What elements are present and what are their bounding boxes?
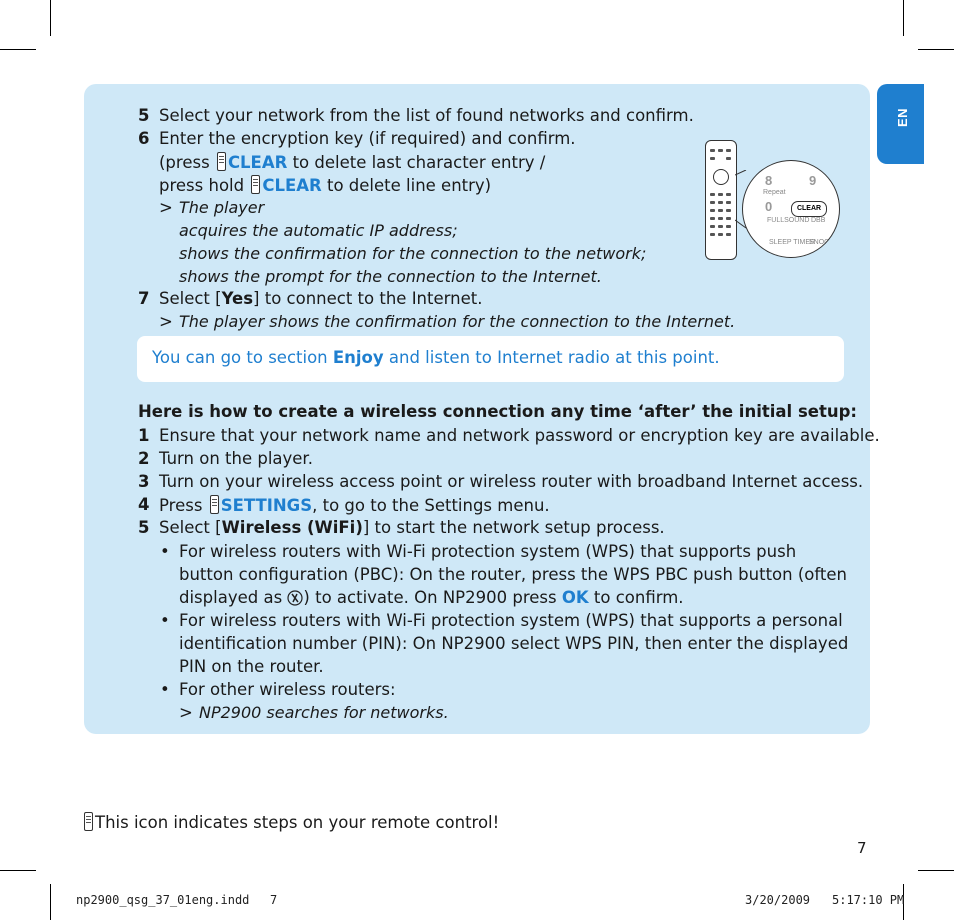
result-text: shows the prompt for the connection to the Internet. bbox=[179, 267, 602, 286]
result-arrow: > bbox=[159, 198, 173, 217]
step-text-part: Press bbox=[159, 496, 203, 515]
remote-control-icon bbox=[217, 152, 226, 171]
remote-key bbox=[710, 201, 715, 204]
remote-key bbox=[718, 225, 723, 228]
remote-key bbox=[710, 209, 715, 212]
remote-key bbox=[718, 149, 723, 152]
remote-key bbox=[726, 157, 731, 160]
bullet-text: For other wireless routers: bbox=[179, 680, 396, 699]
result-text: acquires the automatic IP address; bbox=[179, 221, 458, 240]
slug-filename: np2900_qsg_37_01eng.indd bbox=[76, 893, 250, 907]
dbb-label: DBB bbox=[811, 217, 826, 224]
remote-key bbox=[710, 193, 715, 196]
tip-text-part: and listen to Internet radio at this point. bbox=[388, 348, 720, 367]
settings-button-label: SETTINGS bbox=[220, 496, 313, 515]
ok-button-label: OK bbox=[561, 588, 589, 607]
bullet-text: For wireless routers with Wi-Fi protection system (WPS) that supports push bbox=[179, 542, 797, 561]
step-detail-text: press hold bbox=[159, 176, 245, 195]
step-text bbox=[159, 289, 482, 309]
remote-key bbox=[726, 201, 731, 204]
remote-key bbox=[718, 209, 723, 212]
step-number: 5 bbox=[138, 106, 150, 125]
remote-control-icon bbox=[84, 812, 93, 831]
slug-date: 3/20/2009 bbox=[745, 893, 811, 907]
step-number: 5 bbox=[138, 518, 150, 537]
remote-key bbox=[718, 217, 723, 220]
step-number: 4 bbox=[138, 495, 150, 514]
bullet-text: For wireless routers with Wi-Fi protection system (WPS) that supports a personal bbox=[179, 611, 843, 630]
result-arrow: > bbox=[159, 312, 173, 331]
step-text: Turn on your wireless access point or wireless router with broadband Internet access. bbox=[159, 472, 864, 491]
remote-control-illustration bbox=[705, 140, 737, 260]
remote-key bbox=[710, 217, 715, 220]
bullet-text: identification number (PIN): On NP2900 select WPS PIN, then enter the displayed bbox=[179, 634, 849, 653]
tip-text-part: You can go to section bbox=[152, 348, 328, 367]
step-text: Ensure that your network name and network password or encryption key are available. bbox=[159, 426, 880, 445]
remote-key bbox=[726, 225, 731, 228]
footnote-text: This icon indicates steps on your remote control! bbox=[95, 813, 500, 832]
step-text-part: Select [ bbox=[159, 289, 222, 308]
remote-key bbox=[710, 157, 715, 160]
step-text: Turn on the player. bbox=[159, 449, 313, 468]
step-text-part: , to go to the Settings menu. bbox=[312, 496, 550, 515]
tip-box bbox=[137, 336, 844, 382]
result-arrow: > bbox=[179, 703, 193, 722]
key-9: 9 bbox=[809, 173, 817, 188]
language-tab-label: EN bbox=[895, 107, 911, 128]
tip-text bbox=[152, 348, 720, 368]
bullet-text-part: to confirm. bbox=[593, 588, 684, 607]
crop-mark bbox=[0, 49, 36, 50]
step-text: Select your network from the list of found networks and confirm. bbox=[159, 106, 694, 125]
result-text: shows the confirmation for the connection to the network; bbox=[179, 244, 647, 263]
remote-zoom-detail bbox=[742, 160, 840, 258]
repeat-label: Repeat bbox=[763, 189, 786, 196]
clear-button-label: CLEAR bbox=[227, 153, 288, 172]
key-0: 0 bbox=[765, 199, 773, 214]
remote-key bbox=[718, 201, 723, 204]
section-heading: Here is how to create a wireless connection any time ‘after’ the initial setup: bbox=[138, 402, 857, 421]
remote-key bbox=[710, 149, 715, 152]
remote-control-icon bbox=[210, 495, 219, 514]
yes-option-label: Yes bbox=[221, 289, 254, 308]
step-detail bbox=[159, 152, 545, 173]
step-detail bbox=[159, 175, 491, 196]
bullet-text: PIN on the router. bbox=[179, 657, 324, 676]
snooze-label: SNOOZE bbox=[809, 239, 839, 246]
page-number: 7 bbox=[857, 839, 867, 857]
key-8: 8 bbox=[765, 173, 773, 188]
sleep-timer-label: SLEEP TIMER bbox=[769, 239, 816, 246]
remote-key bbox=[718, 193, 723, 196]
crop-mark bbox=[0, 870, 36, 871]
wps-icon bbox=[287, 590, 303, 606]
step-text-part: ] to start the network setup process. bbox=[362, 518, 665, 537]
remote-key bbox=[726, 209, 731, 212]
remote-key bbox=[710, 225, 715, 228]
bullet-text-part: ) to activate. On NP2900 press bbox=[303, 588, 557, 607]
step-text bbox=[159, 495, 550, 516]
bullet-text: button configuration (PBC): On the router, press the WPS PBC push button (often bbox=[179, 565, 847, 584]
bullet-text bbox=[179, 588, 684, 608]
remote-nav-ring bbox=[713, 169, 729, 185]
language-tab bbox=[877, 84, 924, 164]
crop-mark bbox=[50, 0, 51, 36]
step-text-part: ] to connect to the Internet. bbox=[253, 289, 483, 308]
crop-mark bbox=[918, 870, 954, 871]
step-number: 7 bbox=[138, 289, 150, 308]
bullet: • bbox=[160, 611, 170, 630]
result-text: NP2900 searches for networks. bbox=[199, 703, 449, 722]
wireless-option-label: Wireless (WiFi) bbox=[221, 518, 363, 537]
crop-mark bbox=[50, 884, 51, 920]
step-detail-text: to delete line entry) bbox=[326, 176, 492, 195]
remote-key bbox=[718, 233, 723, 236]
crop-mark bbox=[903, 0, 904, 36]
step-text: Enter the encryption key (if required) and confirm. bbox=[159, 129, 576, 148]
fullsound-label: FULLSOUND bbox=[767, 217, 810, 224]
result-text: The player shows the confirmation for the connection to the Internet. bbox=[179, 312, 736, 331]
bullet: • bbox=[160, 542, 170, 561]
step-text-part: Select [ bbox=[159, 518, 222, 537]
step-number: 6 bbox=[138, 129, 150, 148]
remote-key bbox=[726, 233, 731, 236]
step-detail-text: to delete last character entry / bbox=[292, 153, 546, 172]
slug-page: 7 bbox=[270, 893, 278, 907]
footnote bbox=[84, 812, 499, 833]
step-number: 1 bbox=[138, 426, 150, 445]
step-number: 3 bbox=[138, 472, 150, 491]
clear-key: CLEAR bbox=[791, 201, 827, 217]
remote-control-icon bbox=[251, 175, 260, 194]
step-text bbox=[159, 518, 665, 538]
bullet: • bbox=[160, 680, 170, 699]
remote-key bbox=[726, 193, 731, 196]
clear-button-label: CLEAR bbox=[262, 176, 322, 195]
slug-time: 5:17:10 PM bbox=[832, 893, 905, 907]
step-number: 2 bbox=[138, 449, 150, 468]
remote-key bbox=[710, 233, 715, 236]
remote-key bbox=[726, 217, 731, 220]
step-detail-text: (press bbox=[159, 153, 210, 172]
crop-mark bbox=[918, 49, 954, 50]
enjoy-section-label: Enjoy bbox=[332, 348, 384, 367]
bullet-text-part: displayed as bbox=[179, 588, 283, 607]
remote-key bbox=[726, 149, 731, 152]
result-text: The player bbox=[179, 198, 265, 217]
